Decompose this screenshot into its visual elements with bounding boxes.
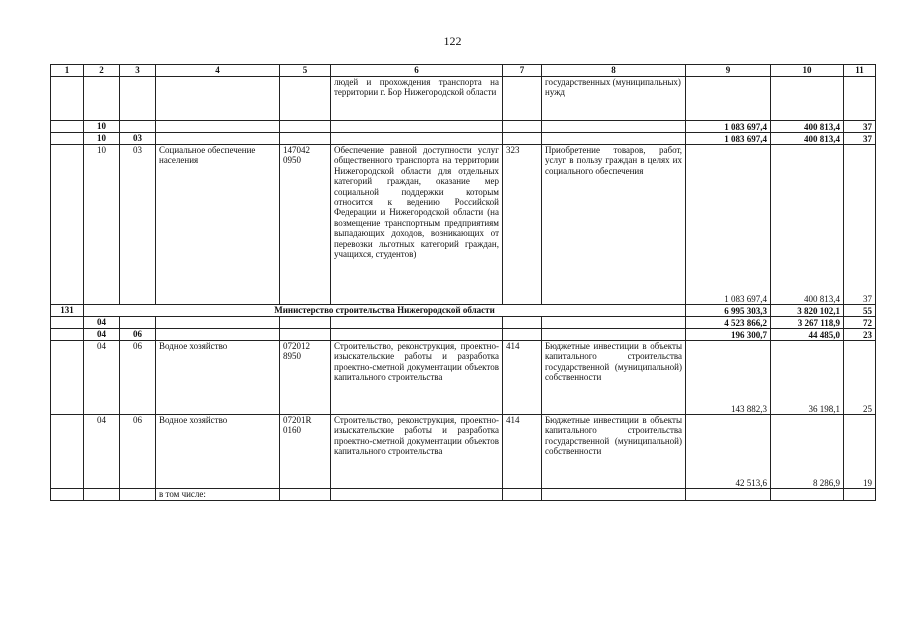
cell-expense-type: Бюджетные инвестиции в объекты капитального строительства государственной (муниципальной) собственности — [542, 415, 686, 489]
budget-table — [50, 64, 876, 501]
cell-expense-code: 414 — [503, 415, 542, 489]
table-row — [51, 145, 876, 305]
cell-plan: 1 083 697,4 — [686, 121, 771, 133]
col-header: 4 — [156, 65, 280, 77]
cell-section: 10 — [84, 121, 120, 133]
column-numbers-row — [51, 65, 876, 77]
cell-percent: 23 — [844, 329, 876, 341]
cell-section-name: Водное хозяйство — [156, 341, 280, 415]
cell-percent: 25 — [844, 341, 876, 415]
cell-target-code: 07201R 0160 — [280, 415, 331, 489]
cell-percent: 19 — [844, 415, 876, 489]
cell-actual: 3 267 118,9 — [771, 317, 844, 329]
cell-plan: 1 083 697,4 — [686, 133, 771, 145]
cell-ministry-code: 131 — [51, 305, 84, 317]
cell-including-label: в том числе: — [156, 489, 280, 501]
table-row — [51, 317, 876, 329]
col-header: 10 — [771, 65, 844, 77]
cell-actual: 400 813,4 — [771, 133, 844, 145]
cell-plan: 4 523 866,2 — [686, 317, 771, 329]
cell-section: 10 — [84, 145, 120, 305]
cell-actual: 8 286,9 — [771, 415, 844, 489]
cell-target-code: 072012 8950 — [280, 341, 331, 415]
col-header: 9 — [686, 65, 771, 77]
cell-expense-description: Строительство, реконструкция, проектно-изыскательские работы и разработка проектно-сметной документации объектов капитального строительства — [331, 415, 503, 489]
table-row — [51, 305, 876, 317]
col-header: 5 — [280, 65, 331, 77]
cell-subsection: 03 — [120, 133, 156, 145]
cell-percent: 37 — [844, 133, 876, 145]
cell-subsection: 03 — [120, 145, 156, 305]
cell-expense-type: Бюджетные инвестиции в объекты капитального строительства государственной (муниципальной) собственности — [542, 341, 686, 415]
cell-expense-description: людей и прохождения транспорта на территории г. Бор Нижегородской области — [331, 77, 503, 121]
cell-subsection: 06 — [120, 329, 156, 341]
ministry-title: Министерство строительства Нижегородской области — [84, 305, 686, 317]
cell-percent: 72 — [844, 317, 876, 329]
col-header: 2 — [84, 65, 120, 77]
table-row — [51, 133, 876, 145]
cell-expense-type: государственных (муниципальных) нужд — [542, 77, 686, 121]
cell-section: 04 — [84, 329, 120, 341]
page-number: 122 — [443, 34, 462, 48]
cell-plan: 143 882,3 — [686, 341, 771, 415]
cell-section-name: Водное хозяйство — [156, 415, 280, 489]
col-header: 1 — [51, 65, 84, 77]
table-row — [51, 489, 876, 501]
cell-target-code: 147042 0950 — [280, 145, 331, 305]
cell-section-name: Социальное обеспечение населения — [156, 145, 280, 305]
cell-expense-description: Строительство, реконструкция, проектно-изыскательские работы и разработка проектно-сметной документации объектов капитального строительства — [331, 341, 503, 415]
table-row — [51, 415, 876, 489]
cell-subsection: 06 — [120, 415, 156, 489]
cell-section: 04 — [84, 341, 120, 415]
col-header: 8 — [542, 65, 686, 77]
cell-actual: 36 198,1 — [771, 341, 844, 415]
cell-actual: 400 813,4 — [771, 121, 844, 133]
cell-plan: 1 083 697,4 — [686, 145, 771, 305]
col-header: 3 — [120, 65, 156, 77]
cell-plan: 42 513,6 — [686, 415, 771, 489]
table-row — [51, 77, 876, 121]
cell-percent: 55 — [844, 305, 876, 317]
cell-percent: 37 — [844, 121, 876, 133]
cell-actual: 400 813,4 — [771, 145, 844, 305]
cell-section: 04 — [84, 415, 120, 489]
cell-section: 10 — [84, 133, 120, 145]
cell-actual: 3 820 102,1 — [771, 305, 844, 317]
cell-subsection: 06 — [120, 341, 156, 415]
col-header: 11 — [844, 65, 876, 77]
cell-expense-description: Обеспечение равной доступности услуг общественного транспорта на территории Нижегородской области для отдельных категорий граждан, оказание мер социальной поддержки которым относится к ведению Российской Федерации и Нижегородской области (на возмещение транспортным предприятиям выпадающих доходов, возникающих от перевозки льготных категорий граждан, учащихся, студентов) — [331, 145, 503, 305]
cell-plan: 196 300,7 — [686, 329, 771, 341]
col-header: 6 — [331, 65, 503, 77]
cell-expense-code: 414 — [503, 341, 542, 415]
table-row — [51, 341, 876, 415]
table-row — [51, 121, 876, 133]
table-row — [51, 329, 876, 341]
cell-section: 04 — [84, 317, 120, 329]
cell-percent: 37 — [844, 145, 876, 305]
col-header: 7 — [503, 65, 542, 77]
cell-actual: 44 485,0 — [771, 329, 844, 341]
cell-expense-code: 323 — [503, 145, 542, 305]
cell-plan: 6 995 303,3 — [686, 305, 771, 317]
cell-expense-type: Приобретение товаров, работ, услуг в пользу граждан в целях их социального обеспечения — [542, 145, 686, 305]
